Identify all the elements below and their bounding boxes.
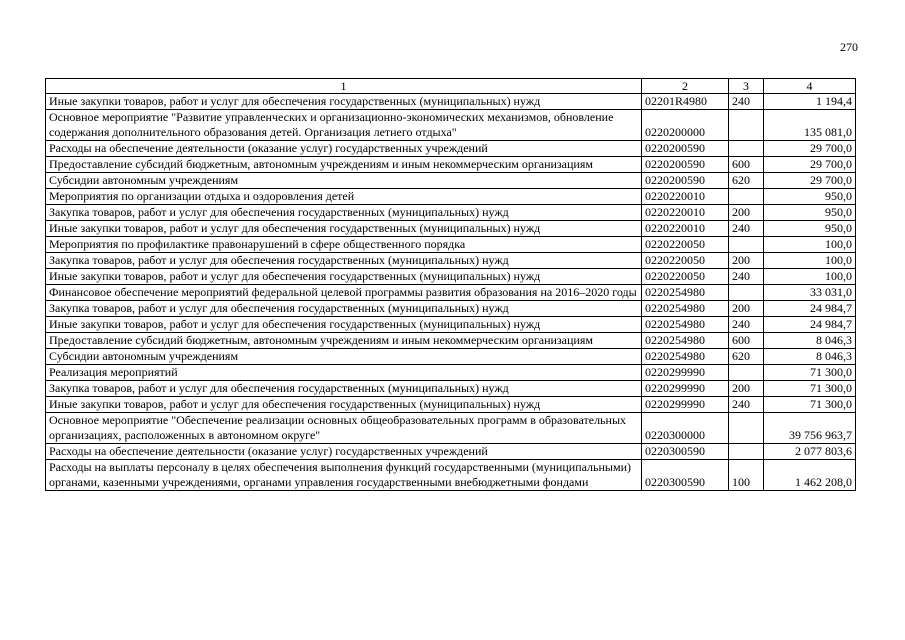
amount: 135 081,0	[764, 110, 856, 141]
target-article-code: 0220300000	[642, 413, 729, 444]
item-name: Мероприятия по организации отдыха и оздоровления детей	[46, 189, 642, 205]
target-article-code: 0220254980	[642, 349, 729, 365]
target-article-code: 0220299990	[642, 365, 729, 381]
table-row	[46, 94, 856, 110]
target-article-code: 0220220010	[642, 189, 729, 205]
table-row	[46, 205, 856, 221]
header-row	[46, 79, 856, 94]
expense-type-code: 620	[729, 173, 764, 189]
expense-type-code: 240	[729, 269, 764, 285]
table-row	[46, 444, 856, 460]
table-row	[46, 349, 856, 365]
amount: 950,0	[764, 205, 856, 221]
expense-type-code: 240	[729, 221, 764, 237]
item-name: Закупка товаров, работ и услуг для обеспечения государственных (муниципальных) нужд	[46, 301, 642, 317]
table-body	[46, 94, 856, 491]
table-row	[46, 173, 856, 189]
target-article-code: 0220220010	[642, 205, 729, 221]
expense-type-code: 240	[729, 397, 764, 413]
expense-type-code: 100	[729, 460, 764, 491]
target-article-code: 0220220010	[642, 221, 729, 237]
target-article-code: 0220220050	[642, 253, 729, 269]
table-row	[46, 253, 856, 269]
table-row	[46, 157, 856, 173]
item-name: Субсидии автономным учреждениям	[46, 173, 642, 189]
expense-type-code	[729, 189, 764, 205]
header-col-2: 2	[642, 79, 729, 94]
item-name: Основное мероприятие "Обеспечение реализации основных общеобразовательных программ в образовательных организациях, расположенных в автономном округе"	[46, 413, 642, 444]
expense-type-code: 600	[729, 333, 764, 349]
amount: 8 046,3	[764, 349, 856, 365]
target-article-code: 0220254980	[642, 317, 729, 333]
item-name: Расходы на обеспечение деятельности (оказание услуг) государственных учреждений	[46, 141, 642, 157]
table-row	[46, 221, 856, 237]
item-name: Иные закупки товаров, работ и услуг для обеспечения государственных (муниципальных) нужд	[46, 221, 642, 237]
amount: 24 984,7	[764, 301, 856, 317]
expense-type-code: 600	[729, 157, 764, 173]
amount: 100,0	[764, 269, 856, 285]
amount: 950,0	[764, 189, 856, 205]
expense-type-code	[729, 413, 764, 444]
amount: 71 300,0	[764, 365, 856, 381]
target-article-code: 0220200000	[642, 110, 729, 141]
table-header	[46, 79, 856, 94]
item-name: Предоставление субсидий бюджетным, автономным учреждениям и иным некоммерческим организациям	[46, 157, 642, 173]
expense-type-code	[729, 365, 764, 381]
item-name: Иные закупки товаров, работ и услуг для обеспечения государственных (муниципальных) нужд	[46, 94, 642, 110]
table-row	[46, 110, 856, 141]
item-name: Закупка товаров, работ и услуг для обеспечения государственных (муниципальных) нужд	[46, 253, 642, 269]
amount: 33 031,0	[764, 285, 856, 301]
target-article-code: 0220254980	[642, 301, 729, 317]
target-article-code: 0220300590	[642, 444, 729, 460]
expense-type-code	[729, 237, 764, 253]
target-article-code: 0220300590	[642, 460, 729, 491]
target-article-code: 0220254980	[642, 333, 729, 349]
item-name: Иные закупки товаров, работ и услуг для обеспечения государственных (муниципальных) нужд	[46, 317, 642, 333]
header-col-1: 1	[46, 79, 642, 94]
item-name: Основное мероприятие "Развитие управленческих и организационно-экономических механизмов, обновление содержания дополнительного образования детей. Организация летнего отдыха"	[46, 110, 642, 141]
expense-type-code: 240	[729, 94, 764, 110]
expense-type-code: 200	[729, 253, 764, 269]
table-row	[46, 365, 856, 381]
table-row	[46, 301, 856, 317]
expense-type-code: 620	[729, 349, 764, 365]
table-row	[46, 269, 856, 285]
amount: 100,0	[764, 237, 856, 253]
amount: 1 462 208,0	[764, 460, 856, 491]
table-row	[46, 381, 856, 397]
table-row	[46, 397, 856, 413]
amount: 1 194,4	[764, 94, 856, 110]
amount: 71 300,0	[764, 397, 856, 413]
expense-type-code: 200	[729, 205, 764, 221]
amount: 950,0	[764, 221, 856, 237]
item-name: Субсидии автономным учреждениям	[46, 349, 642, 365]
page-number: 270	[840, 40, 858, 54]
expense-type-code: 200	[729, 381, 764, 397]
target-article-code: 0220220050	[642, 237, 729, 253]
target-article-code: 0220200590	[642, 173, 729, 189]
expense-type-code	[729, 444, 764, 460]
amount: 24 984,7	[764, 317, 856, 333]
target-article-code: 0220299990	[642, 381, 729, 397]
header-col-3: 3	[729, 79, 764, 94]
item-name: Расходы на обеспечение деятельности (оказание услуг) государственных учреждений	[46, 444, 642, 460]
item-name: Закупка товаров, работ и услуг для обеспечения государственных (муниципальных) нужд	[46, 381, 642, 397]
expense-type-code	[729, 285, 764, 301]
item-name: Расходы на выплаты персоналу в целях обеспечения выполнения функций государственными (муниципальными) органами, казенными учреждениями, органами управления государственными внебюджетными фондами	[46, 460, 642, 491]
amount: 29 700,0	[764, 173, 856, 189]
amount: 2 077 803,6	[764, 444, 856, 460]
expense-type-code: 200	[729, 301, 764, 317]
budget-table	[45, 78, 856, 491]
item-name: Иные закупки товаров, работ и услуг для обеспечения государственных (муниципальных) нужд	[46, 269, 642, 285]
table-row	[46, 317, 856, 333]
expense-type-code	[729, 141, 764, 157]
table-row	[46, 460, 856, 491]
amount: 39 756 963,7	[764, 413, 856, 444]
target-article-code: 0220200590	[642, 157, 729, 173]
header-col-4: 4	[764, 79, 856, 94]
table-row	[46, 413, 856, 444]
amount: 100,0	[764, 253, 856, 269]
amount: 29 700,0	[764, 157, 856, 173]
item-name: Финансовое обеспечение мероприятий федеральной целевой программы развития образования на 2016–2020 годы	[46, 285, 642, 301]
amount: 8 046,3	[764, 333, 856, 349]
target-article-code: 02201R4980	[642, 94, 729, 110]
amount: 29 700,0	[764, 141, 856, 157]
item-name: Предоставление субсидий бюджетным, автономным учреждениям и иным некоммерческим организациям	[46, 333, 642, 349]
table-row	[46, 141, 856, 157]
item-name: Мероприятия по профилактике правонарушений в сфере общественного порядка	[46, 237, 642, 253]
table-row	[46, 189, 856, 205]
table-row	[46, 285, 856, 301]
expense-type-code: 240	[729, 317, 764, 333]
item-name: Иные закупки товаров, работ и услуг для обеспечения государственных (муниципальных) нужд	[46, 397, 642, 413]
item-name: Закупка товаров, работ и услуг для обеспечения государственных (муниципальных) нужд	[46, 205, 642, 221]
item-name: Реализация мероприятий	[46, 365, 642, 381]
target-article-code: 0220220050	[642, 269, 729, 285]
table-row	[46, 237, 856, 253]
expense-type-code	[729, 110, 764, 141]
target-article-code: 0220299990	[642, 397, 729, 413]
target-article-code: 0220200590	[642, 141, 729, 157]
target-article-code: 0220254980	[642, 285, 729, 301]
amount: 71 300,0	[764, 381, 856, 397]
table-row	[46, 333, 856, 349]
